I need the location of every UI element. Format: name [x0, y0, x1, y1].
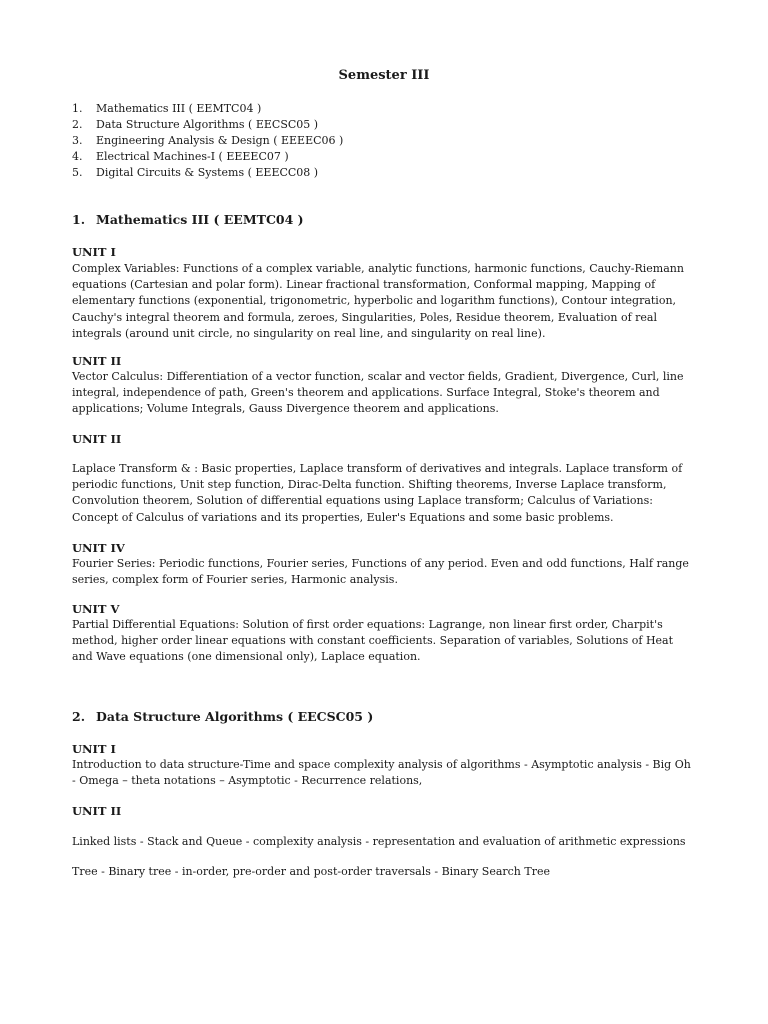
- unit-description: Introduction to data structure-Time and space complexity analysis of algorithms - Asymptotic analysis - Big Oh - Omega – theta notations – Asymptotic - Recurrence relations,: [72, 758, 691, 788]
- unit-label: UNIT II: [72, 432, 122, 446]
- subject-list-item: [72, 101, 704, 117]
- section-title: Mathematics III ( EEMTC04 ): [96, 212, 304, 227]
- unit-label: UNIT II: [72, 354, 122, 368]
- unit-label: UNIT II: [72, 804, 122, 818]
- subject-list-item: [72, 133, 704, 149]
- section-number: 2.: [72, 709, 86, 724]
- list-number: 4.: [72, 150, 83, 163]
- subject-list-item: [72, 117, 704, 133]
- unit-label: UNIT I: [72, 245, 116, 259]
- unit-label: UNIT I: [72, 742, 116, 756]
- list-number: 1.: [72, 102, 83, 115]
- page-title: Semester III: [338, 68, 430, 83]
- subject-list-item: [72, 165, 704, 181]
- unit-description: Partial Differential Equations: Solution of first order equations: Lagrange, non linear first order, Charpit's method, higher order linear equations with constant coefficients. Separation of variables, Solutions of Heat and Wave equations (one dimensional only), Laplace equation.: [72, 618, 674, 664]
- section-heading-mathematics: [72, 212, 304, 228]
- unit-description: Linked lists - Stack and Queue - complexity analysis - representation and evaluation of arithmetic expressions: [72, 835, 686, 848]
- unit-label: UNIT V: [72, 602, 120, 616]
- subject-label: Data Structure Algorithms ( EECSC05 ): [96, 118, 319, 131]
- list-number: 2.: [72, 118, 83, 131]
- section-heading-data-structures: [72, 709, 373, 725]
- unit-description: Vector Calculus: Differentiation of a vector function, scalar and vector fields, Gradient, Divergence, Curl, line integral, independence of path, Green's theorem and applications. Surface Integral, Stoke's theorem and applications; Volume Integrals, Gauss Divergence theorem and applications.: [72, 370, 684, 416]
- subject-label: Mathematics III ( EEMTC04 ): [96, 102, 262, 115]
- list-number: 5.: [72, 166, 83, 179]
- unit-description: Tree - Binary tree - in-order, pre-order and post-order traversals - Binary Search Tree: [72, 865, 550, 878]
- section-title: Data Structure Algorithms ( EECSC05 ): [96, 709, 374, 724]
- subject-list-item: [72, 149, 704, 165]
- unit-description: Laplace Transform & : Basic properties, Laplace transform of derivatives and integrals. Laplace transform of periodic functions, Unit step function, Dirac-Delta function. Shifting theorems, Inverse Laplace transform, Convolution theorem, Solution of differential equations using Laplace transform; Calculus of Variations: Concept of Calculus of variations and its properties, Euler's Equations and some basic problems.: [72, 462, 683, 524]
- unit-description: Fourier Series: Periodic functions, Fourier series, Functions of any period. Even and odd functions, Half range series, complex form of Fourier series, Harmonic analysis.: [72, 557, 689, 587]
- subject-label: Digital Circuits & Systems ( EEECC08 ): [96, 166, 319, 179]
- subject-list: [72, 101, 704, 181]
- list-number: 3.: [72, 134, 83, 147]
- subject-label: Engineering Analysis & Design ( EEEEC06 ): [96, 134, 344, 147]
- unit-label: UNIT IV: [72, 541, 125, 555]
- subject-label: Electrical Machines-I ( EEEEC07 ): [96, 150, 289, 163]
- section-number: 1.: [72, 212, 86, 227]
- unit-description: Complex Variables: Functions of a complex variable, analytic functions, harmonic functions, Cauchy-Riemann equations (Cartesian and polar form). Linear fractional transformation, Conformal mapping, Mapping of elementary functions (exponential, trigonometric, hyperbolic and logarithm functions), Contour integration, Cauchy's integral theorem and formula, zeroes, Singularities, Poles, Residue theorem, Evaluation of real integrals (around unit circle, no singularity on real line, and singularity on real line).: [72, 262, 684, 340]
